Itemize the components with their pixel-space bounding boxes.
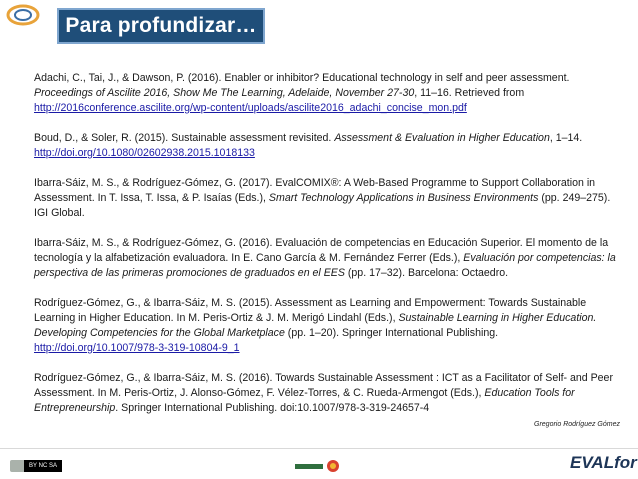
cc-icon: [10, 460, 24, 472]
reference-list: [34, 71, 624, 431]
footer-divider: [0, 448, 638, 449]
reference-item: Ibarra-Sáiz, M. S., & Rodríguez-Gómez, G. (2016). Evaluación de competencias en Educación Superior. El momento de la tecnología y la alfabetización evaluadora. In E. Cano García & M. Fernández Ferrer (Eds.), Evaluación por competencias: la perspectiva de las primeras promociones de graduados en el EES (pp. 17–32). Barcelona: Octaedro.: [34, 237, 616, 279]
creative-commons-badge[interactable]: [10, 460, 62, 472]
evalfor-corner-logo: [6, 3, 40, 27]
author-signature: Gregorio Rodríguez Gómez: [534, 421, 620, 428]
reference-link[interactable]: http://doi.org/10.1007/978-3-319-10804-9_1: [34, 342, 240, 354]
reference-link[interactable]: http://doi.org/10.1080/02602938.2015.1018133: [34, 147, 255, 159]
reference-item: Adachi, C., Tai, J., & Dawson, P. (2016). Enabler or inhibitor? Educational technology in self and peer assessment. Proceedings of Ascilite 2016, Show Me The Learning, Adelaide, November 27-30, 11–16. Retrieved from http://2016conference.ascilite.org/wp-content/uploads/ascilite2016_adachi_concise_mon.pdf: [34, 72, 570, 114]
emadrid-logo: [293, 458, 343, 474]
cc-label: BY NC SA: [24, 460, 62, 472]
reference-item: Ibarra-Sáiz, M. S., & Rodríguez-Gómez, G. (2017). EvalCOMIX®: A Web-Based Programme to Support Collaboration in Assessment. In T. Issa, T. Issa, & P. Isaías (Eds.), Smart Technology Applications in Business Environments (pp. 249–275). IGI Global.: [34, 177, 611, 219]
title-banner: [57, 8, 265, 44]
reference-item: Boud, D., & Soler, R. (2015). Sustainable assessment revisited. Assessment & Evaluation in Higher Education, 1–14. http://doi.org/10.1080/02602938.2015.1018133: [34, 132, 583, 159]
reference-link[interactable]: http://2016conference.ascilite.org/wp-content/uploads/ascilite2016_adachi_concise_mon.pdf: [34, 102, 467, 114]
evalfor-logo: EVALfor: [570, 453, 637, 472]
page-title: Para profundizar…: [65, 14, 257, 37]
reference-item: Rodríguez-Gómez, G., & Ibarra-Sáiz, M. S. (2016). Towards Sustainable Assessment : ICT as a Facilitator of Self- and Peer Assessment. In M. Peris-Ortiz, J. Alonso-Gómez, F. Vélez-Torres, & C. Rueda-Armengot (Eds.), Education Tools for Entrepreneurship. Springer International Publishing. doi:10.1007/978-3-319-24657-4: [34, 372, 613, 414]
reference-item: Rodríguez-Gómez, G., & Ibarra-Sáiz, M. S. (2015). Assessment as Learning and Empowerment: Towards Sustainable Learning in Higher Education. In M. Peris-Ortiz & J. M. Merigó Lindahl (Eds.), Sustainable Learning in Higher Education. Developing Competencies for the Global Marketplace (pp. 1–20). Springer International Publishing. http://doi.org/10.1007/978-3-319-10804-9_1: [34, 297, 597, 354]
